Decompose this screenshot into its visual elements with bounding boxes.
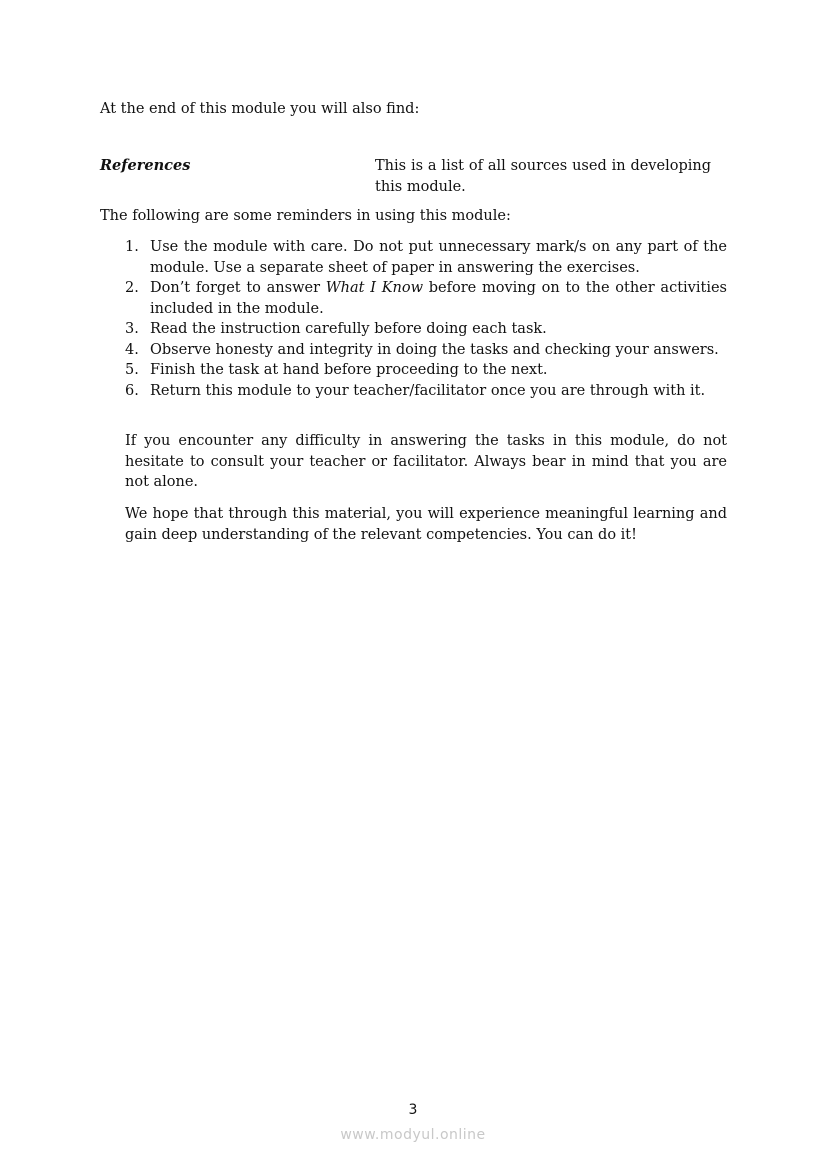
list-item-number: 4. (125, 341, 139, 358)
list-item-text: Read the instruction carefully before doing each task. (150, 321, 547, 337)
closing-paragraph: We hope that through this material, you will experience meaningful learning and gain deep understanding of the relevant competencies. You can do it! (125, 506, 727, 543)
list-item-number: 2. (125, 280, 139, 296)
list-item-text-before: Don’t forget to answer (150, 280, 326, 296)
list-item (125, 340, 727, 361)
difficulty-paragraph: If you encounter any difficulty in answering the tasks in this module, do not hesitate to consult your teacher or facilitator. Always bear in mind that you are not alone. (125, 433, 727, 490)
references-label: References (100, 157, 191, 174)
list-item-text: Finish the task at hand before proceeding to the next. (150, 362, 548, 378)
page-number: 3 (408, 1102, 418, 1118)
list-item (125, 278, 727, 319)
references-description: This is a list of all sources used in developing this module. (375, 158, 711, 195)
list-item (125, 319, 727, 340)
list-item-number: 1. (125, 239, 139, 255)
list-item-text-after: before moving on to the other activities included in the module. (150, 280, 727, 317)
list-item-text: Use the module with care. Do not put unnecessary mark/s on any part of the module. Use a separate sheet of paper in answering the exercises. (150, 239, 727, 276)
list-item (125, 237, 727, 278)
list-item-text (150, 280, 727, 317)
what-i-know-emphasis: What I Know (325, 280, 424, 296)
list-item (125, 360, 727, 381)
list-item-number: 3. (125, 321, 139, 337)
watermark: www.modyul.online (340, 1127, 486, 1143)
reminders-intro: The following are some reminders in using this module: (100, 208, 511, 224)
list-item-number: 5. (125, 362, 139, 378)
list-item-text: Return this module to your teacher/facilitator once you are through with it. (150, 382, 706, 399)
list-item (125, 381, 727, 402)
list-item-number: 6. (125, 382, 139, 399)
reminders-list (125, 237, 727, 401)
intro-text: At the end of this module you will also find: (100, 101, 420, 117)
list-item-text: Observe honesty and integrity in doing the tasks and checking your answers. (150, 341, 719, 358)
